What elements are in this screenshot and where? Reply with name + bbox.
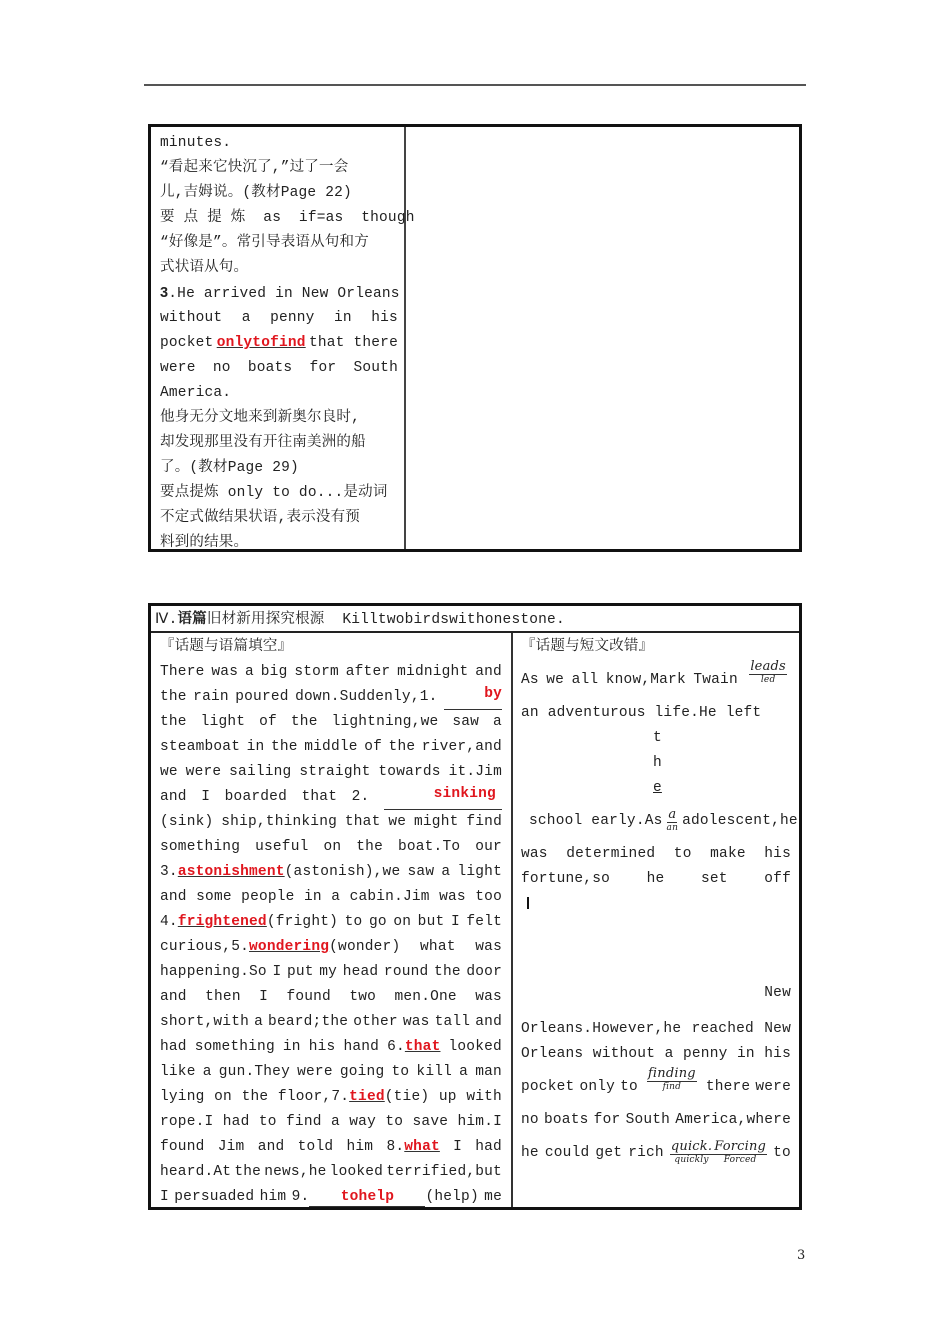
text-cursor bbox=[521, 892, 791, 917]
answer-8: what bbox=[404, 1139, 440, 1155]
header-rule bbox=[144, 84, 806, 86]
answer-7: tied bbox=[349, 1089, 385, 1105]
correction-letter: e bbox=[653, 780, 662, 796]
text-line: minutes. bbox=[160, 135, 232, 151]
text-line: 料到的结果。 bbox=[160, 535, 249, 551]
answer-2: sinking bbox=[433, 786, 496, 802]
correction-leads: $\frac{\text{leads}}{\text{led}}$ bbox=[750, 659, 786, 685]
cloze-heading: 『话题与语篇填空』 bbox=[160, 639, 293, 655]
error-correction-cell: 『话题与短文改错』 As we all know,Mark Twain $\frac{\text{leads}}{\text{led}}$ an adventurous life.He left t h e school early.As $\frac{a}{an}$ adolescent,he was determined to make his fortune,so he set off New Orleans.However,he reached New Orleans without a penny in his pocket only to $\frac{\text{finding}}{\text{find}}$ there were no boats for South America,where he could get rich $\frac{\text{quick.}}{\text{quickly}}$ $\frac{\text{Forcing}}{\text{Forced}}$ to bbox=[513, 633, 799, 1207]
correction-forcing: $\frac{\text{Forcing}}{\text{Forced}}$ bbox=[714, 1138, 767, 1165]
text-line: “看起来它快沉了,”过了一会 bbox=[160, 160, 349, 176]
text-line: were no boats for South bbox=[160, 360, 398, 376]
answer-3: astonishment bbox=[177, 864, 285, 880]
answer-onlytofind: onlytofind bbox=[216, 335, 306, 351]
text-line: 不定式做结果状语,表示没有预 bbox=[160, 510, 361, 526]
text-line: 他身无分文地来到新奥尔良时, bbox=[160, 410, 361, 426]
answer-5: wondering bbox=[249, 939, 330, 955]
text-line: 却发现那里没有开往南美洲的船 bbox=[160, 435, 366, 451]
answer-4: frightened bbox=[177, 914, 267, 930]
text-line: 儿,吉姆说。(教材Page 22) bbox=[160, 185, 352, 201]
text-line: 式状语从句。 bbox=[160, 260, 249, 276]
text: He arrived in New Orleans bbox=[177, 286, 400, 302]
answer-6: that bbox=[404, 1039, 441, 1055]
sentence-3-line: 3.He arrived in New Orleans bbox=[160, 285, 400, 302]
text-line: 了。(教材Page 29) bbox=[160, 460, 299, 476]
section-iv-table bbox=[148, 603, 802, 1210]
table-continuation bbox=[148, 124, 802, 552]
correction-heading: 『话题与短文改错』 bbox=[521, 639, 654, 655]
table-cell-left bbox=[151, 127, 415, 551]
text-line: America. bbox=[160, 385, 232, 401]
item-number: 3 bbox=[160, 285, 169, 301]
section-title: Ⅳ.语篇旧材新用探究根源 Killtwobirdswithonestone. bbox=[151, 606, 799, 633]
cloze-passage-cell: 『话题与语篇填空』 There was a big storm after midnight and the rain poured down.Suddenly,1. by the light of the lightning,we saw a steamboat in the middle of the river,and we were sailing straight towards it.Jim and I boarded that 2. sinking (sink) ship,thinking that we might find something useful on the boat.To our 3.astonishment(astonish),we saw a light and some people in a cabin.Jim was too 4.frightened(fright) to go on but I felt curious,5.wondering(wonder) what was happening.So I put my head round the door and then I found two men.One was short,with a beard;the other was tall and had something in his hand 6.that looked like a gun.They were going to kill a man lying on the floor,7.tied(tie) up with rope.I had to find a way to save him.I found Jim and told him 8.what I had heard.At the news,he looked terrified,but I persuaded him 9. tohelp (help) me bbox=[151, 633, 513, 1207]
text-line: 要点提炼 only to do...是动词 bbox=[160, 485, 388, 501]
correction-quick: $\frac{\text{quick.}}{\text{quickly}}$ bbox=[670, 1138, 713, 1165]
text-line: without a penny in his bbox=[160, 310, 398, 326]
correction-a: $\frac{a}{an}$ bbox=[666, 806, 679, 833]
page-number: 3 bbox=[797, 1248, 806, 1263]
correction-finding: $\frac{\text{finding}}{\text{find}}$ bbox=[647, 1066, 696, 1092]
answer-1: by bbox=[484, 686, 502, 702]
text-line: “好像是”。常引导表语从句和方 bbox=[160, 235, 369, 251]
text-line: pocket onlytofind that there bbox=[160, 331, 398, 356]
answer-9: tohelp bbox=[340, 1189, 395, 1205]
text-line: 要 点 提 炼 as if=as though bbox=[160, 210, 415, 226]
correction-letter: h bbox=[653, 755, 662, 771]
correction-letter: t bbox=[653, 730, 662, 746]
